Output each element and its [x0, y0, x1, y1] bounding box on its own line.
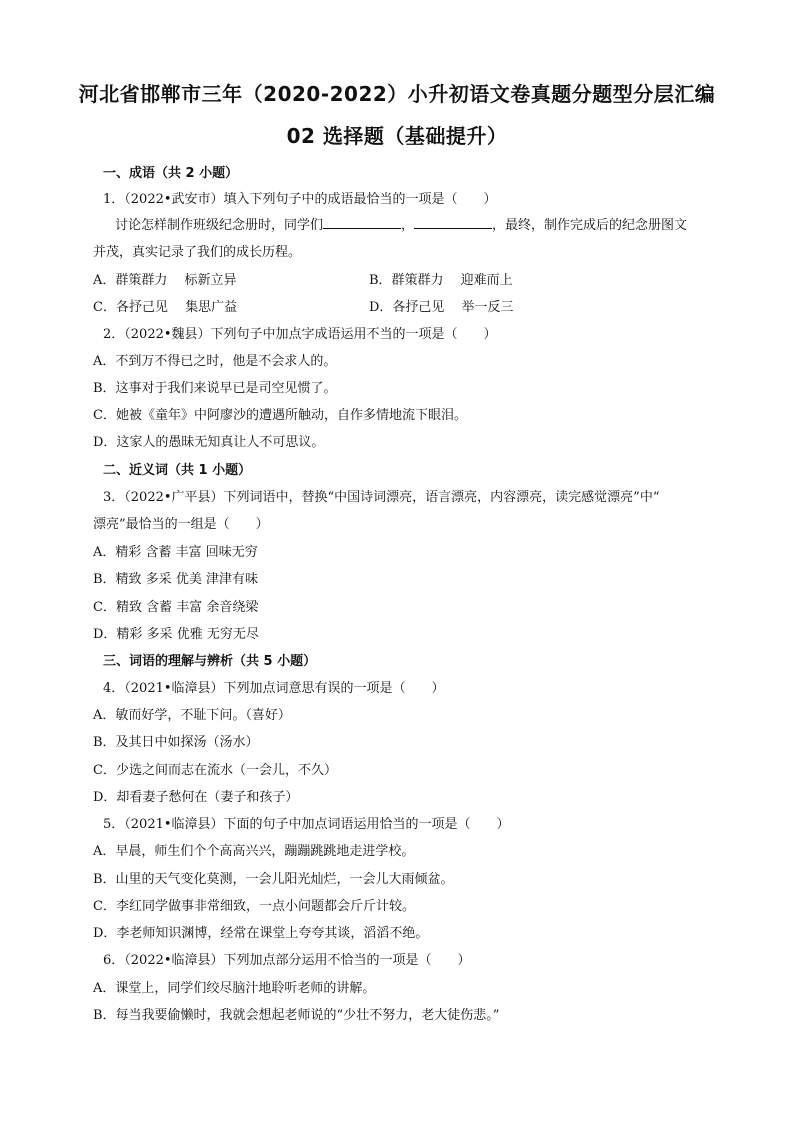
question-6-option-b: B．每当我要偷懒时，我就会想起老师说的“少壮不努力，老大徒伤悲。” [93, 1008, 500, 1023]
question-6-option-a: A．课堂上，同学们绞尽脑汁地聆听老师的讲解。 [93, 981, 376, 996]
question-3-stem-cont: 漂亮”最恰当的一组是（ ） [93, 517, 269, 532]
question-4-option-d: D．却看妻子愁何在（妻子和孩子） [93, 790, 299, 805]
question-4-option-b: B．及其日中如探汤（汤水） [93, 735, 259, 750]
question-5-option-a: A．早晨，师生们个个高高兴兴，蹦蹦跳跳地走进学校。 [93, 844, 415, 859]
question-5-option-c: C．李红同学做事非常细致，一点小问题都会斤斤计较。 [93, 899, 415, 914]
passage-text: 讨论怎样制作班级纪念册时，同学们 [115, 218, 324, 233]
question-6-stem: 6．（2022•临漳县）下列加点部分运用不恰当的一项是（ ） [103, 953, 471, 968]
question-3-option-b: B．精致 多采 优美 津津有味 [93, 572, 258, 587]
question-2-option-d: D．这家人的愚昧无知真让人不可思议。 [93, 435, 325, 450]
question-4-stem: 4．（2021•临漳县）下列加点词意思有误的一项是（ ） [103, 681, 445, 696]
question-1-passage-cont: 并茂，真实记录了我们的成长历程。 [93, 245, 302, 260]
question-5-option-b: B．山里的天气变化莫测，一会儿阳光灿烂，一会儿大雨倾盆。 [93, 872, 454, 887]
question-3-option-c: C．精致 含蓄 丰富 余音绕梁 [93, 600, 259, 615]
passage-text: ，最终，制作完成后的纪念册图文 [492, 218, 688, 233]
question-1-passage [115, 214, 687, 233]
fill-blank-2 [414, 216, 492, 229]
question-2-option-c: C．她被《童年》中阿廖沙的遭遇所触动，自作多情地流下眼泪。 [93, 408, 467, 423]
fill-blank-1 [323, 216, 401, 229]
document-subtitle: 02 选择题（基础提升） [286, 124, 508, 148]
question-5-stem: 5．（2021•临漳县）下面的句子中加点词语运用恰当的一项是（ ） [103, 817, 510, 832]
passage-separator: ， [401, 218, 415, 233]
question-2-option-b: B．这事对于我们来说早已是司空见惯了。 [93, 381, 337, 396]
question-1-option-d: D．各抒己见 举一反三 [369, 300, 514, 315]
question-4-option-c: C．少选之间而志在流水（一会儿，不久） [93, 763, 337, 778]
question-3-option-a: A．精彩 含蓄 丰富 回味无穷 [93, 545, 258, 560]
question-3-stem: 3．（2022•广平县）下列词语中，替换“中国诗词漂亮，语言漂亮，内容漂亮，读完感觉漂亮”中“ [103, 490, 660, 505]
section-heading-synonyms: 二、近义词（共 1 小题） [103, 463, 252, 478]
question-1-stem: 1．（2022•武安市）填入下列句子中的成语最恰当的一项是（ ） [103, 192, 497, 207]
question-1-option-c: C．各抒己见 集思广益 [93, 300, 238, 315]
question-1-option-b: B．群策群力 迎难而上 [369, 273, 513, 288]
document-title: 河北省邯郸市三年（2020-2022）小升初语文卷真题分题型分层汇编 [78, 82, 716, 106]
section-heading-idioms: 一、成语（共 2 小题） [103, 166, 239, 181]
question-5-option-d: D．李老师知识渊博，经常在课堂上夸夸其谈，滔滔不绝。 [93, 926, 429, 941]
question-3-option-d: D．精彩 多采 优雅 无穷无尽 [93, 627, 259, 642]
question-2-stem: 2．（2022•魏县）下列句子中加点字成语运用不当的一项是（ ） [103, 327, 497, 342]
section-heading-word-analysis: 三、词语的理解与辨析（共 5 小题） [103, 654, 317, 669]
question-1-option-a: A．群策群力 标新立异 [93, 273, 237, 288]
question-2-option-a: A．不到万不得已之时，他是不会求人的。 [93, 354, 337, 369]
question-4-option-a: A．敏而好学，不耻下问。（喜好） [93, 708, 291, 723]
